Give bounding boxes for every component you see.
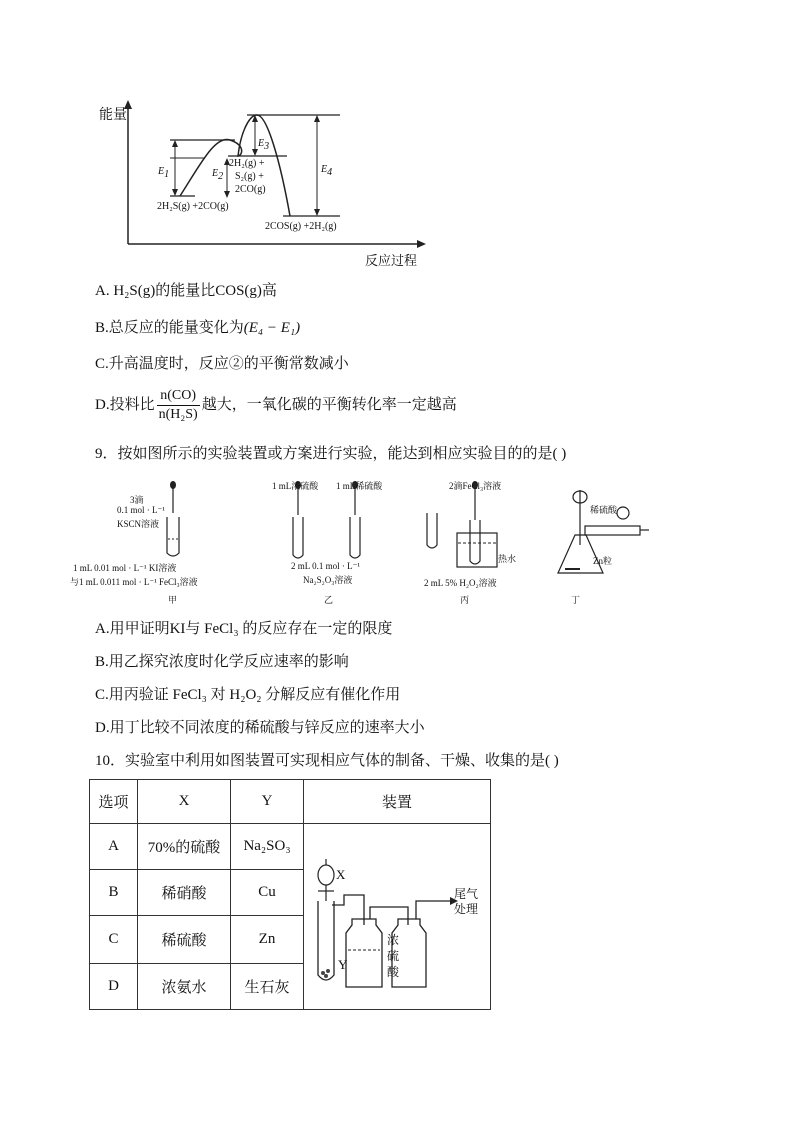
q9-option-c: C.用丙验证 FeCl₃ 对 H₂O₂ 分解反应有催化作用 bbox=[95, 687, 401, 703]
energy-diagram bbox=[95, 100, 435, 270]
drying-bottle bbox=[346, 919, 382, 987]
bing-bottom: 2 mL 5% H₂O₂溶液 bbox=[424, 578, 497, 588]
e2-label: $E_2$ bbox=[212, 168, 224, 182]
q8-option-b: B.总反应的能量变化为(E₄ − E₁) bbox=[95, 320, 301, 336]
apparatus-cell bbox=[304, 824, 491, 1010]
jia-bottom-2: 与1 mL 0.011 mol · L⁻¹ FeCl₃溶液 bbox=[70, 577, 198, 587]
row-c-y: Zn bbox=[231, 916, 304, 964]
row-c-x: 稀硫酸 bbox=[138, 916, 231, 964]
products-label: 2COS(g) +2H₂(g) bbox=[265, 221, 337, 232]
q8-option-d: D.投料比 $\frac{n(CO)}{\text{n(H₂S)}}$ 越大，一氧化碳的平衡转化率一定越高 bbox=[95, 388, 457, 423]
reaction-axis-label: 反应过程 bbox=[365, 253, 418, 268]
header-option: 选项 bbox=[90, 780, 138, 824]
e4-label: $E_4$ bbox=[321, 164, 333, 178]
tail-gas-label-2: 处理 bbox=[454, 901, 479, 916]
ding-acid: 稀硫酸 bbox=[590, 505, 618, 515]
header-apparatus: 装置 bbox=[304, 780, 491, 824]
reactants-label: 2H₂S(g) +2CO(g) bbox=[157, 201, 229, 212]
ding-syringe bbox=[585, 526, 640, 535]
reaction-tube bbox=[318, 901, 334, 980]
bing-water: 热水 bbox=[498, 554, 517, 564]
intermediate-label-3: 2CO(g) bbox=[235, 184, 266, 195]
q9-figures-svg bbox=[65, 475, 665, 610]
q8-option-c: C.升高温度时，反应②的平衡常数减小 bbox=[95, 356, 349, 372]
intermediate-label-1: 2H₂(g) + bbox=[229, 158, 265, 169]
ding-label: 丁 bbox=[571, 595, 581, 605]
row-b-y: Cu bbox=[231, 870, 304, 916]
row-d-y: 生石灰 bbox=[231, 964, 304, 1010]
jia-test-tube bbox=[167, 517, 179, 556]
q10-table bbox=[89, 779, 491, 1010]
yi-top-2: 1 mL稀硫酸 bbox=[336, 481, 383, 491]
bing-top: 2滴FeCl₃溶液 bbox=[449, 481, 502, 491]
jia-label: 甲 bbox=[168, 595, 178, 605]
bing-label: 丙 bbox=[460, 595, 470, 605]
ding-zn: Zn粒 bbox=[593, 556, 612, 566]
yi-bottom-1: 2 mL 0.1 mol · L⁻¹ bbox=[291, 561, 361, 571]
row-d-x: 浓氨水 bbox=[138, 964, 231, 1010]
yi-tube-right bbox=[350, 517, 360, 558]
e1-label: $E_1$ bbox=[158, 166, 170, 180]
row-a-x: 70%的硫酸 bbox=[138, 824, 231, 870]
row-c-option: C bbox=[90, 916, 138, 964]
acid-label-3: 酸 bbox=[387, 964, 400, 979]
jia-top-1: 3滴 bbox=[130, 495, 144, 505]
acid-label-2: 硫 bbox=[387, 948, 400, 963]
q9-option-b: B.用乙探究浓度时化学反应速率的影响 bbox=[95, 654, 349, 670]
jia-top-2: 0.1 mol · L⁻¹ bbox=[117, 505, 165, 515]
bing-beaker bbox=[457, 533, 497, 567]
bing-test-tube bbox=[427, 513, 437, 548]
acid-label-1: 浓 bbox=[387, 932, 400, 947]
e3-label: $E_3$ bbox=[258, 138, 270, 152]
row-a-option: A bbox=[90, 824, 138, 870]
header-y: Y bbox=[231, 780, 304, 824]
yi-top-1: 1 mL浓硫酸 bbox=[272, 481, 319, 491]
tail-gas-label-1: 尾气 bbox=[454, 886, 479, 901]
row-b-x: 稀硝酸 bbox=[138, 870, 231, 916]
apparatus-figure bbox=[304, 825, 490, 1009]
q10-stem: 10．实验室中利用如图装置可实现相应气体的制备、干燥、收集的是( ) bbox=[95, 753, 559, 769]
jia-top-3: KSCN溶液 bbox=[117, 519, 160, 529]
table-row bbox=[90, 824, 491, 870]
feed-ratio-fraction: $\frac{n(CO)}{\text{n(H₂S)}}$ bbox=[158, 388, 198, 423]
energy-axis-label: 能量 bbox=[99, 106, 127, 122]
row-b-option: B bbox=[90, 870, 138, 916]
apparatus-svg bbox=[304, 825, 490, 1009]
yi-bottom-2: Na₂S₂O₃溶液 bbox=[303, 575, 353, 585]
y-label: Y bbox=[338, 956, 348, 972]
q9-option-a: A.用甲证明KI与 FeCl₃ 的反应存在一定的限度 bbox=[95, 621, 393, 637]
q8-option-a: A. H₂S(g)的能量比COS(g)高 bbox=[95, 283, 277, 299]
x-axis-arrow bbox=[417, 240, 426, 248]
stopwatch-icon bbox=[617, 507, 629, 519]
yi-label: 乙 bbox=[324, 595, 334, 605]
intermediate-label-2: S₂(g) + bbox=[235, 171, 264, 182]
header-x: X bbox=[138, 780, 231, 824]
q9-figures bbox=[65, 475, 665, 610]
x-label: X bbox=[336, 866, 346, 882]
row-d-option: D bbox=[90, 964, 138, 1010]
jia-bottom-1: 1 mL 0.01 mol · L⁻¹ KI溶液 bbox=[73, 563, 177, 573]
yi-tube-left bbox=[293, 517, 303, 558]
q9-option-d: D.用丁比较不同浓度的稀硫酸与锌反应的速率大小 bbox=[95, 720, 425, 736]
q9-stem: 9．按如图所示的实验装置或方案进行实验，能达到相应实验目的的是( ) bbox=[95, 446, 567, 462]
row-a-y: Na₂SO₃ bbox=[231, 824, 304, 870]
